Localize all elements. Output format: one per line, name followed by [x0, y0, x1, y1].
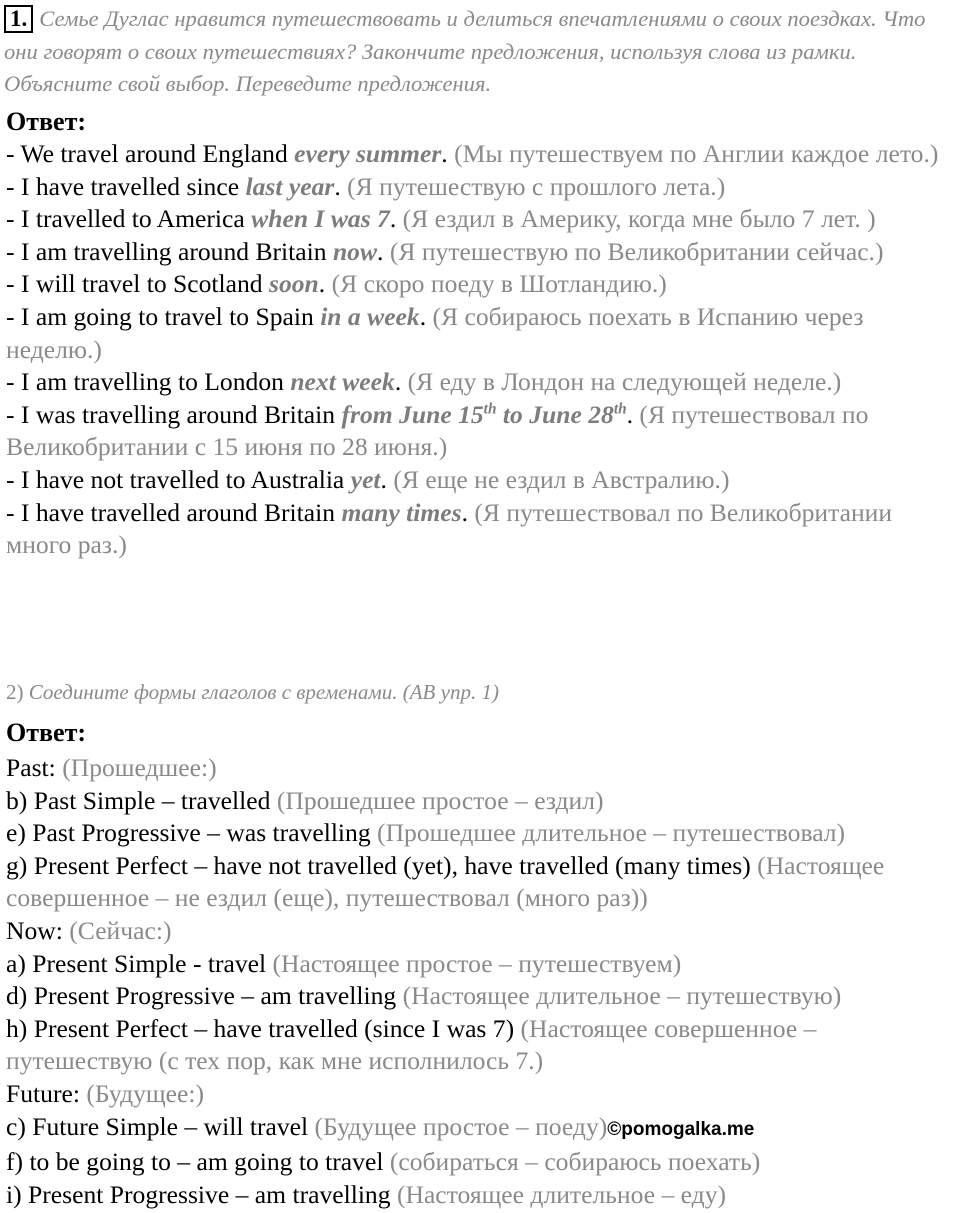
answer-1-line: - We travel around England every summer. (Мы путешествуем по Англии каждое лето.) [6, 139, 939, 168]
answer-2-line: d) Present Progressive – am travelling (Настоящее длительное – путешествую) [6, 981, 842, 1011]
task-1-instruction [4, 3, 954, 101]
answer-1-line: - I was travelling around Britain from June 15th to June 28th. (Я путешествовал по Великобритании с 15 июня по 28 июня.) [6, 399, 869, 462]
answer-1-line: - I have not travelled to Australia yet. (Я еще не ездил в Австралию.) [6, 464, 730, 494]
answer-2-line: h) Present Perfect – have travelled (since I was 7) (Настоящее совершенное – путешествую (с тех пор, как мне исполнилось 7.) [6, 1013, 817, 1076]
task-2-text: Соедините формы глаголов с временами. (AB упр. 1) [28, 680, 499, 704]
task-1-text: Семье Дуглас нравится путешествовать и делиться впечатлениями о своих поездках. Что они говорят о своих путешествиях? Закончите предложения, используя слова из рамки. Объясните свой выбор. Переведите предложения. [4, 6, 926, 97]
answer-1-line: - I have travelled since last year. (Я путешествую с прошлого лета.) [6, 171, 726, 201]
answer-2-line: e) Past Progressive – was travelling (Прошедшее длительное – путешествовал) [6, 818, 846, 848]
task-number-box: 1. [4, 5, 33, 33]
answer-1-line: - I have travelled around Britain many times. (Я путешествовал по Великобритании много раз.) [6, 497, 893, 560]
answer-2-line: Past: (Прошедшее:) [6, 753, 217, 782]
answer-2-line: c) Future Simple – will travel (Будущее простое – поеду)©pomogalka.me [6, 1111, 755, 1141]
answer-2-line: Now: (Сейчас:) [6, 915, 172, 945]
answer-2-line: Future: (Будущее:) [6, 1078, 204, 1108]
answer-1-line: - I travelled to America when I was 7. (Я ездил в Америку, когда мне было 7 лет. ) [6, 204, 876, 234]
answer-2-line: b) Past Simple – travelled (Прошедшее простое – ездил) [6, 785, 604, 815]
task-2-number: 2) [6, 680, 24, 704]
answer-2-line: a) Present Simple - travel (Настоящее простое – путешествуем) [6, 948, 682, 978]
answer-1-line: - I am going to travel to Spain in a week. (Я собираюсь поехать в Испанию через неделю.) [6, 301, 864, 364]
answer-1-line: - I will travel to Scotland soon. (Я скоро поеду в Шотландию.) [6, 269, 667, 299]
answer-label-2: Ответ: [6, 718, 87, 747]
answer-label-1: Ответ: [6, 107, 87, 136]
watermark: ©pomogalka.me [607, 1118, 755, 1140]
answer-1-list [6, 138, 956, 562]
answer-2-line: g) Present Perfect – have not travelled (yet), have travelled (many times) (Настоящее совершенное – не ездил (еще), путешествовал (много раз)) [6, 850, 885, 913]
answer-1-line: - I am travelling around Britain now. (Я путешествую по Великобритании сейчас.) [6, 236, 884, 266]
answer-2-list [6, 752, 956, 1211]
answer-2-line: f) to be going to – am going to travel (собираться – собираюсь поехать) [6, 1147, 761, 1177]
task-2-instruction [6, 676, 499, 708]
answer-1-line: - I am travelling to London next week. (Я еду в Лондон на следующей неделе.) [6, 367, 842, 397]
answer-2-line: i) Present Progressive – am travelling (Настоящее длительное – еду) [6, 1179, 727, 1209]
